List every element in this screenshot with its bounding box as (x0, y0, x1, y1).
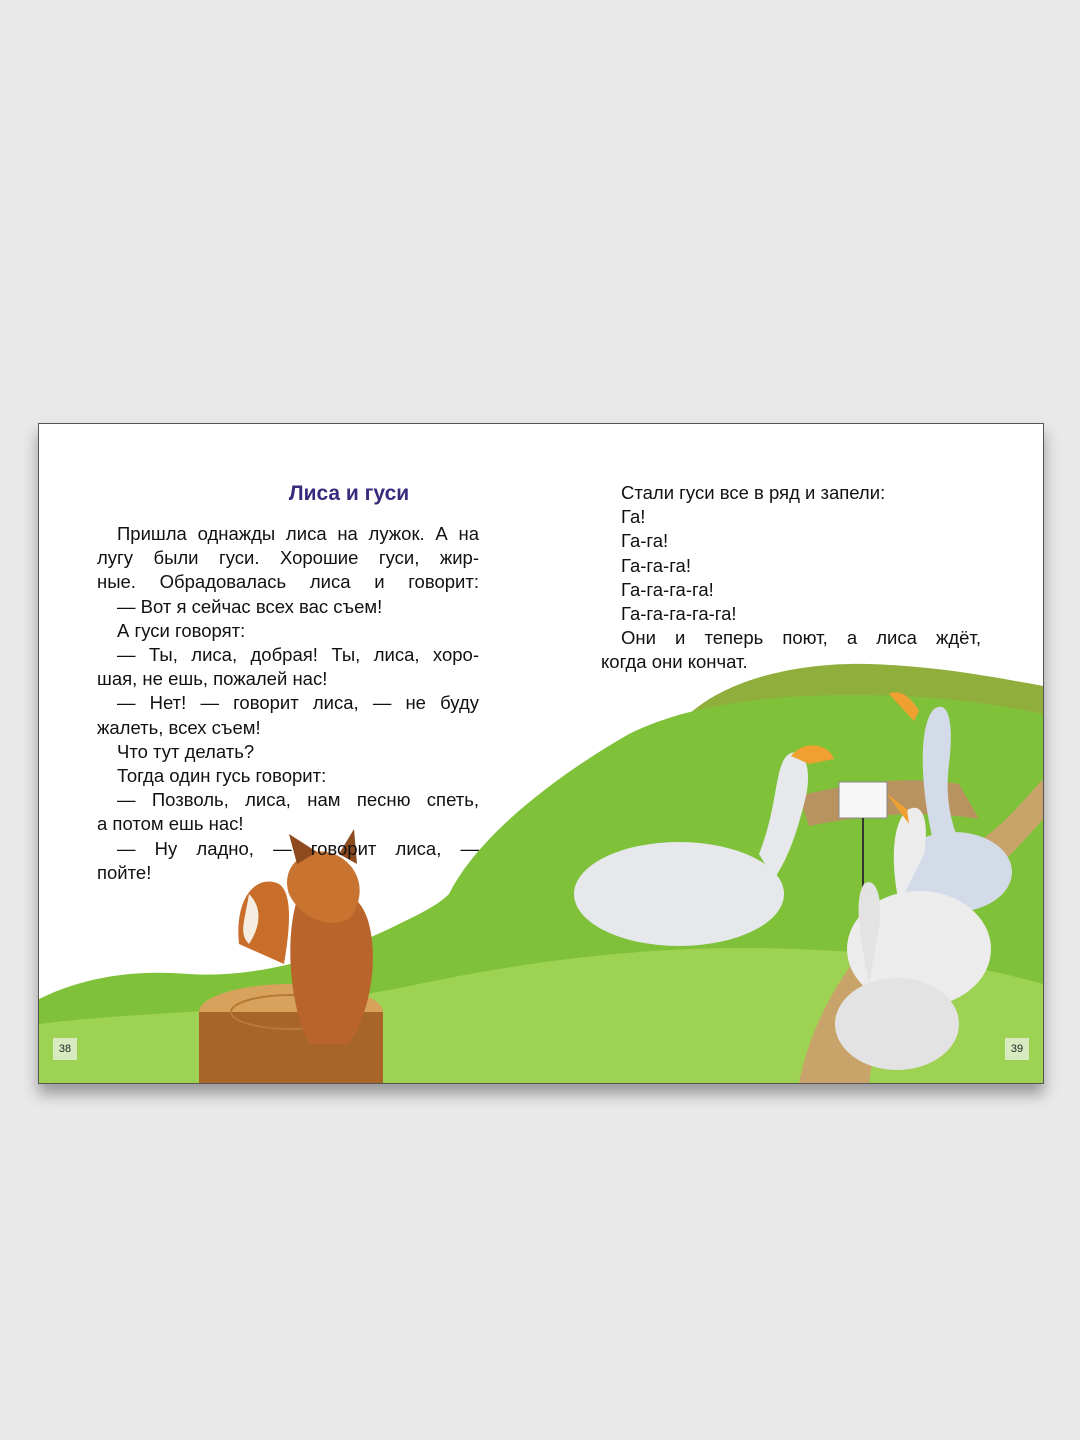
text-line: лугу были гуси. Хорошие гуси, жир- (97, 547, 479, 569)
text-line: а потом ешь нас! (97, 813, 244, 835)
text-line: Га! (621, 506, 646, 528)
text-line: Га-га-га-га! (621, 578, 714, 600)
text-line: Что тут делать? (117, 740, 255, 762)
left-page-text (97, 522, 479, 885)
text-line: ные. Обрадовалась лиса и говорит: (97, 571, 479, 593)
text-line: Га-га-га! (621, 554, 691, 576)
text-line: А гуси говорят: (117, 619, 246, 641)
text-line: шая, не ешь, пожалей нас! (97, 668, 328, 690)
text-line: — Позволь, лиса, нам песню спеть, (117, 789, 479, 811)
goose-front (835, 978, 959, 1070)
text-line: Га-га-га-га-га! (621, 603, 737, 625)
right-page-text (601, 481, 981, 675)
text-line: — Нет! — говорит лиса, — не буду (117, 692, 479, 714)
text-line: жалеть, всех съем! (97, 716, 261, 738)
text-line: — Вот я сейчас всех вас съем! (117, 595, 383, 617)
text-line: пойте! (97, 861, 152, 883)
music-stand (839, 782, 887, 818)
page-number-right: 39 (1005, 1038, 1029, 1060)
text-line: Стали гуси все в ряд и запели: (621, 482, 886, 503)
goose-conductor (574, 842, 784, 946)
text-line: — Ты, лиса, добрая! Ты, лиса, хоро- (117, 644, 479, 666)
text-line: когда они кончат. (601, 651, 748, 673)
text-line: Пришла однажды лиса на лужок. А на (117, 523, 479, 544)
story-title: Лиса и гуси (288, 482, 410, 505)
text-line: — Ну ладно, — говорит лиса, — (117, 837, 479, 859)
text-line: Они и теперь поют, а лиса ждёт, (621, 627, 981, 649)
page-number-left: 38 (53, 1038, 77, 1060)
book-spread (38, 423, 1044, 1084)
text-line: Тогда один гусь говорит: (117, 765, 327, 787)
text-line: Га-га! (621, 530, 669, 552)
